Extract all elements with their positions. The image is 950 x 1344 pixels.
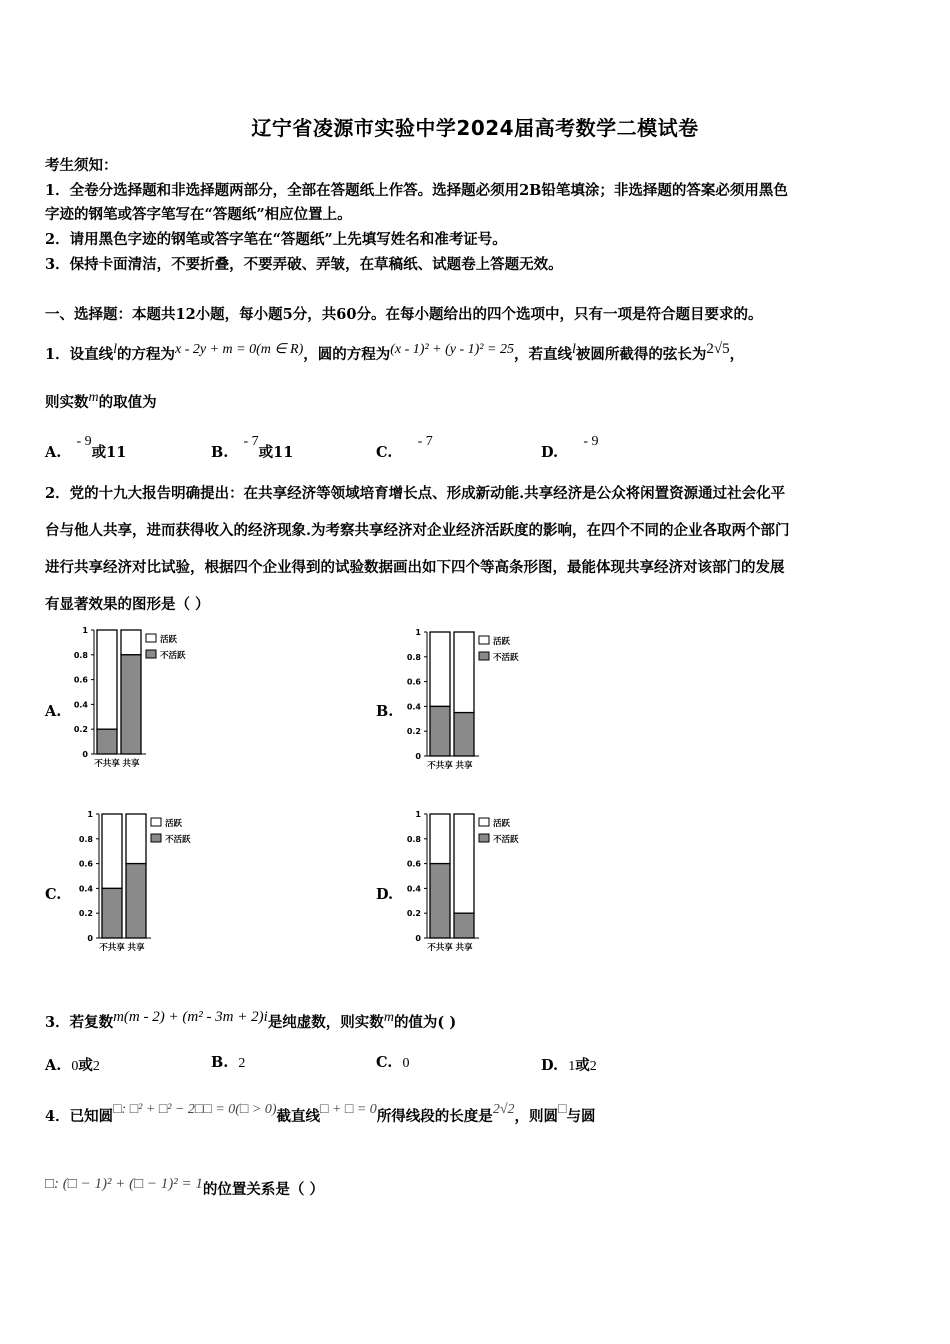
q3-option-b[interactable] <box>211 1054 245 1072</box>
option-math: - 7 <box>243 434 259 449</box>
option-label: D. <box>541 1057 559 1074</box>
option-math: - 9 <box>76 434 92 449</box>
y-tick-label: 0.8 <box>406 652 421 662</box>
chart-d <box>403 806 553 958</box>
q2-line-1: 2．党的十九大报告明确提出：在共享经济等领域培育增长点、形成新动能.共享经济是公众将闲置资源通过社会化平 <box>45 485 786 502</box>
x-category-label: 共享 <box>455 761 473 771</box>
q1-text: 则实数 <box>45 394 89 411</box>
bar-segment-active <box>126 814 146 864</box>
x-category-label: 共享 <box>127 943 145 953</box>
page-title: 辽宁省凌源市实验中学2024届高考数学二模试卷 <box>251 116 699 140</box>
bar-segment-active <box>430 814 450 864</box>
q4-text: 4．已知圆 <box>45 1108 114 1125</box>
y-tick-label: 0 <box>415 934 421 943</box>
y-tick-label: 1 <box>87 810 93 819</box>
option-label: A. <box>45 1057 62 1074</box>
q1-var-l: l <box>113 342 117 357</box>
q4-circle2-equation: □: (□ − 1)² + (□ − 1)² = 1 <box>45 1176 203 1192</box>
q2-option-c[interactable]: C. <box>45 886 62 903</box>
notice-line-1a: 1．全卷分选择题和非选择题两部分，全部在答题纸上作答。选择题必须用2B铅笔填涂；非选择题的答案必须用黑色 <box>45 182 788 199</box>
y-tick-label: 1 <box>82 626 88 635</box>
q4-segment-length: 2√2 <box>492 1102 515 1117</box>
q4-text: ，则圆 <box>514 1108 558 1125</box>
notice-line-3: 3．保持卡面清洁，不要折叠，不要弄破、弄皱，在草稿纸、试题卷上答题无效。 <box>45 256 563 273</box>
q3-option-d[interactable] <box>541 1054 597 1075</box>
legend-swatch <box>479 834 489 842</box>
option-math: 0 <box>402 1056 410 1071</box>
q3-text: 是纯虚数，则实数 <box>267 1014 384 1031</box>
y-tick-label: 0.8 <box>406 834 421 844</box>
y-tick-label: 0.4 <box>73 700 88 710</box>
x-category-label: 不共享 <box>427 943 453 953</box>
option-label: C. <box>376 1054 393 1071</box>
q4-line-2 <box>45 1176 324 1199</box>
legend-label: 不活跃 <box>493 835 519 845</box>
q3-complex-expression: m(m - 2) + (m² - 3m + 2)i <box>113 1009 268 1025</box>
x-category-label: 共享 <box>122 759 140 769</box>
option-text: 或 <box>78 1057 93 1074</box>
question-4 <box>45 1102 595 1126</box>
legend-label: 活跃 <box>165 819 183 829</box>
q3-var-m: m <box>383 1010 394 1025</box>
chart-c <box>75 806 225 958</box>
bar-segment-inactive <box>126 864 146 938</box>
bar-segment-active <box>454 814 474 913</box>
notice-heading: 考生须知： <box>45 157 118 174</box>
bar-segment-active <box>454 632 474 713</box>
q1-var-l: l <box>571 342 576 357</box>
option-math: 2 <box>589 1059 597 1074</box>
notice-line-1b: 字迹的钢笔或答字笔写在“答题纸”相应位置上。 <box>45 206 352 223</box>
q1-var-m: m <box>88 390 99 405</box>
y-tick-label: 0 <box>415 752 421 761</box>
q1-text: 1．设直线 <box>45 346 114 363</box>
y-tick-label: 0.6 <box>406 677 421 687</box>
q4-circle-equation: □: □² + □² − 2□□ = 0(□ > 0) <box>113 1102 277 1117</box>
legend-label: 活跃 <box>160 635 178 645</box>
q1-chord-length: 2√5 <box>706 341 730 357</box>
question-3 <box>45 1009 456 1032</box>
q1-option-b[interactable] <box>211 434 293 462</box>
y-tick-label: 0.4 <box>406 702 421 712</box>
q4-text: 截直线 <box>276 1108 320 1125</box>
q2-line-2: 台与他人共享，进而获得收入的经济现象.为考察共享经济对企业经济活跃度的影响，在四个不同的企业各取两个部门 <box>45 522 790 539</box>
legend-label: 活跃 <box>493 819 511 829</box>
bar-segment-active <box>121 630 141 655</box>
q1-text: ， <box>729 346 745 363</box>
chart-a <box>70 622 220 774</box>
bar-segment-inactive <box>430 864 450 938</box>
y-tick-label: 0.8 <box>78 834 93 844</box>
q2-option-d[interactable]: D. <box>376 886 394 903</box>
legend-swatch <box>151 818 161 826</box>
q1-circle-equation: (x - 1)² + (y - 1)² = 25 <box>390 342 514 357</box>
y-tick-label: 0.6 <box>73 675 88 685</box>
q3-text: 的值为( ) <box>393 1014 457 1031</box>
y-tick-label: 0.4 <box>406 884 421 894</box>
q3-option-a[interactable] <box>45 1054 100 1075</box>
q2-option-b[interactable]: B. <box>376 703 394 720</box>
legend-label: 不活跃 <box>165 835 191 845</box>
option-text: 或11 <box>258 444 294 461</box>
notice-line-2: 2．请用黑色字迹的钢笔或答字笔在“答题纸”上先填写姓名和准考证号。 <box>45 231 507 248</box>
section-heading: 一、选择题：本题共12小题，每小题5分，共60分。在每小题给出的四个选项中，只有一项是符合题目要求的。 <box>45 306 763 323</box>
legend-swatch <box>151 834 161 842</box>
y-tick-label: 0.6 <box>78 859 93 869</box>
bar-segment-inactive <box>121 655 141 754</box>
legend-label: 活跃 <box>493 637 511 647</box>
x-category-label: 不共享 <box>427 761 453 771</box>
option-text: 或11 <box>91 444 127 461</box>
q1-text: 的取值为 <box>98 394 157 411</box>
option-label: A. <box>45 444 62 461</box>
y-tick-label: 0.2 <box>78 909 93 919</box>
x-category-label: 共享 <box>455 943 473 953</box>
q1-line-equation: x - 2y + m = 0(m ∈ R) <box>174 342 304 357</box>
y-tick-label: 0.2 <box>406 909 421 919</box>
option-math: 1 <box>568 1059 576 1074</box>
q1-option-a[interactable] <box>45 434 126 462</box>
y-tick-label: 0 <box>82 750 88 759</box>
option-math: 2 <box>238 1056 246 1071</box>
bar-segment-inactive <box>430 706 450 756</box>
legend-swatch <box>146 650 156 658</box>
y-tick-label: 1 <box>415 628 421 637</box>
q3-option-c[interactable] <box>376 1054 409 1072</box>
bar-segment-inactive <box>102 888 122 938</box>
option-math: 0 <box>71 1059 79 1074</box>
q3-text: 3．若复数 <box>45 1014 114 1031</box>
legend-label: 不活跃 <box>160 651 186 661</box>
legend-swatch <box>146 634 156 642</box>
bar-segment-active <box>97 630 117 729</box>
q4-circle-symbol: □ <box>558 1102 567 1117</box>
x-category-label: 不共享 <box>94 759 120 769</box>
q2-line-3: 进行共享经济对比试验，根据四个企业得到的试验数据画出如下四个等高条形图，最能体现共享经济对该部门的发展 <box>45 559 785 576</box>
legend-swatch <box>479 652 489 660</box>
question-1 <box>45 341 744 364</box>
option-label: B. <box>211 444 229 461</box>
y-tick-label: 0.2 <box>406 727 421 737</box>
q4-text: 的位置关系是（ ） <box>202 1181 324 1198</box>
q1-text: ，若直线 <box>513 346 572 363</box>
bar-segment-active <box>430 632 450 706</box>
chart-b <box>403 624 553 776</box>
y-tick-label: 0.4 <box>78 884 93 894</box>
option-math: 2 <box>92 1059 100 1074</box>
option-math: - 7 <box>417 434 433 449</box>
q1-option-d[interactable] <box>541 434 599 461</box>
option-label: B. <box>211 1054 229 1071</box>
q2-option-a[interactable]: A. <box>45 703 62 720</box>
option-label: D. <box>541 444 559 461</box>
y-tick-label: 0.2 <box>73 725 88 735</box>
q1-text: ，圆的方程为 <box>303 346 391 363</box>
legend-label: 不活跃 <box>493 653 519 663</box>
legend-swatch <box>479 636 489 644</box>
bar-segment-inactive <box>454 713 474 756</box>
q4-text: 与圆 <box>566 1108 596 1125</box>
q4-line-equation: □ + □ = 0 <box>320 1102 377 1117</box>
y-tick-label: 0.8 <box>73 650 88 660</box>
option-label: C. <box>376 444 393 461</box>
q1-line-2 <box>45 390 157 412</box>
q1-option-c[interactable] <box>376 434 433 461</box>
legend-swatch <box>479 818 489 826</box>
y-tick-label: 0 <box>87 934 93 943</box>
y-tick-label: 1 <box>415 810 421 819</box>
q4-text: 所得线段的长度是 <box>376 1108 493 1125</box>
bar-segment-inactive <box>454 913 474 938</box>
q1-text: 被圆所截得的弦长为 <box>575 346 707 363</box>
bar-segment-inactive <box>97 729 117 754</box>
y-tick-label: 0.6 <box>406 859 421 869</box>
x-category-label: 不共享 <box>99 943 125 953</box>
q2-line-4: 有显著效果的图形是（ ） <box>45 596 210 613</box>
q1-text: 的方程为 <box>116 346 175 363</box>
bar-segment-active <box>102 814 122 888</box>
option-text: 或 <box>575 1057 590 1074</box>
option-math: - 9 <box>583 434 599 449</box>
